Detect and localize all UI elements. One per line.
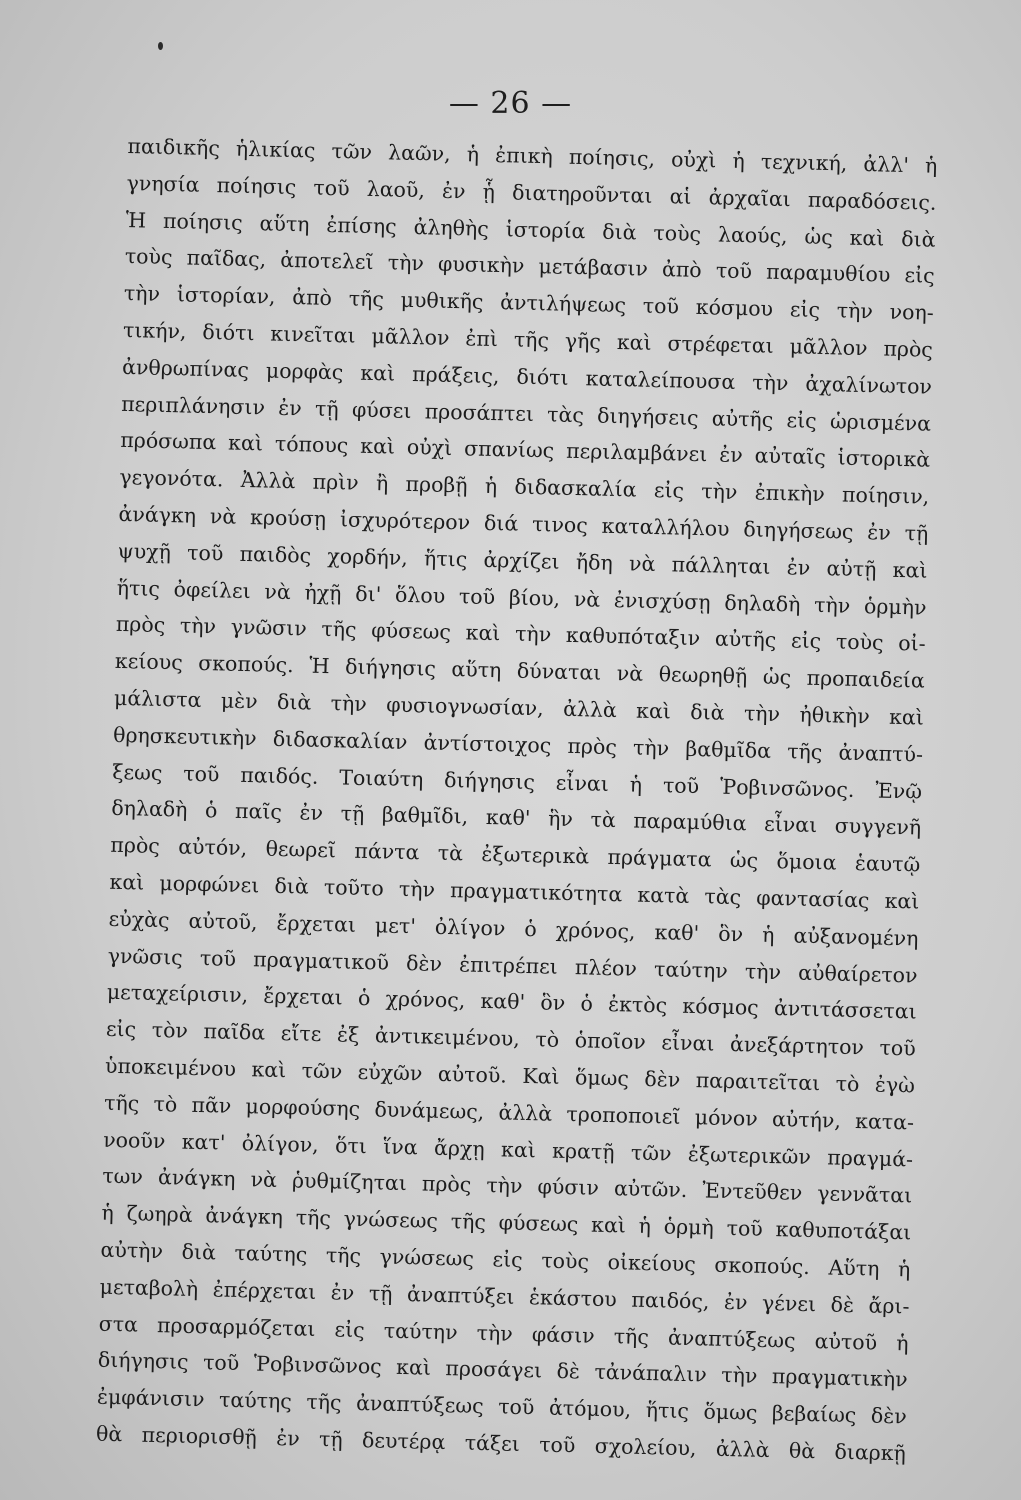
- text-line: δηλαδὴ ὁ παῖς ἐν τῇ βαθμῖδι, καθ' ἣν τὰ παραμύθια εἶναι συγγενῆ: [111, 796, 922, 840]
- text-line: περιπλάνησιν ἐν τῇ φύσει προσάπτει τὰς διηγήσεις αὐτῆς εἰς ὡρισμένα: [120, 391, 932, 436]
- text-line: πρὸς τὴν γνῶσιν τῆς φύσεως καὶ τὴν καθυπόταξιν αὐτῆς εἰς τοὺς οἰ-: [115, 612, 926, 656]
- ink-speck: [158, 42, 163, 50]
- text-line: εἰς τὸν παῖδα εἴτε ἐξ ἀντικειμένου, τὸ ὁποῖον εἶναι ἀνεξάρτητον τοῦ: [105, 1016, 917, 1061]
- text-line: εὐχὰς αὐτοῦ, ἔρχεται μετ' ὀλίγον ὁ χρόνος, καθ' ὃν ἡ αὐξανομένη: [108, 906, 919, 951]
- text-line: ἀνθρωπίνας μορφὰς καὶ πράξεις, διότι καταλείπουσα τὴν ἀχαλίνωτον: [121, 354, 933, 399]
- text-line: θρησκευτικὴν διδασκαλίαν ἀντίστοιχος πρὸς τὴν βαθμῖδα τῆς ἀναπτύ-: [112, 722, 924, 767]
- text-line: γνῶσις τοῦ πραγματικοῦ δὲν ἐπιτρέπει πλέον ταύτην τὴν αὐθαίρετον: [107, 943, 918, 988]
- text-line: τοὺς παῖδας, ἀποτελεῖ τὴν φυσικὴν μετάβασιν ἀπὸ τοῦ παραμυθίου εἰς: [124, 244, 935, 289]
- text-line: μεταχείρισιν, ἔρχεται ὁ χρόνος, καθ' ὃν ὁ ἐκτὸς κόσμος ἀντιτάσσεται: [106, 980, 917, 1024]
- text-line: ἀνάγκη νὰ κρούσῃ ἰσχυρότερον διά τινος καταλλήλου διηγήσεως ἐν τῇ: [118, 501, 929, 546]
- text-line: Ἡ ποίησις αὕτη ἐπίσης ἀληθὴς ἱστορία διὰ τοὺς λαούς, ὡς καὶ διὰ: [125, 207, 936, 252]
- body-text: [96, 128, 938, 1472]
- text-line: παιδικῆς ἡλικίας τῶν λαῶν, ἡ ἐπικὴ ποίησις, οὐχὶ ἡ τεχνική, ἀλλ' ἡ: [127, 133, 938, 178]
- text-line: μεταβολὴ ἐπέρχεται ἐν τῇ ἀναπτύξει ἑκάστου παιδός, ἐν γένει δὲ ἄρι-: [99, 1274, 910, 1319]
- text-line: θὰ περιορισθῇ ἐν τῇ δευτέρᾳ τάξει τοῦ σχολείου, ἀλλὰ θὰ διαρκῇ: [95, 1421, 907, 1466]
- text-line: πρόσωπα καὶ τόπους καὶ οὐχὶ σπανίως περιλαμβάνει ἐν αὐταῖς ἱστορικὰ: [120, 428, 931, 473]
- text-line: καὶ μορφώνει διὰ τοῦτο τὴν πραγματικότητα κατὰ τὰς φαντασίας καὶ: [109, 869, 920, 914]
- text-line: των ἀνάγκη νὰ ῥυθμίζηται πρὸς τὴν φύσιν αὐτῶν. Ἐντεῦθεν γεννᾶται: [102, 1164, 913, 1208]
- text-line: διήγησις τοῦ Ῥοβινσῶνος καὶ προσάγει δὲ τἀνάπαλιν τὴν πραγματικὴν: [97, 1347, 908, 1392]
- text-line: αὐτὴν διὰ ταύτης τῆς γνώσεως εἰς τοὺς οἰκείους σκοπούς. Αὕτη ἡ: [100, 1237, 911, 1282]
- text-line: ψυχῇ τοῦ παιδὸς χορδήν, ἥτις ἀρχίζει ἤδη νὰ πάλληται ἐν αὐτῇ καὶ: [117, 538, 928, 583]
- text-line: γνησία ποίησις τοῦ λαοῦ, ἐν ᾗ διατηροῦνται αἱ ἀρχαῖαι παραδόσεις.: [126, 170, 937, 215]
- text-line: τῆς τὸ πᾶν μορφούσης δυνάμεως, ἀλλὰ τροποποιεῖ μόνον αὐτήν, κατα-: [103, 1090, 915, 1135]
- text-line: ἥτις ὀφείλει νὰ ἠχῇ δι' ὅλου τοῦ βίου, νὰ ἐνισχύσῃ δηλαδὴ τὴν ὁρμὴν: [116, 575, 927, 620]
- text-line: νοοῦν κατ' ὀλίγον, ὅτι ἵνα ἄρχῃ καὶ κρατῇ τῶν ἐξωτερικῶν πραγμά-: [102, 1127, 914, 1172]
- text-line: κείους σκοπούς. Ἡ διήγησις αὕτη δύναται νὰ θεωρηθῇ ὡς προπαιδεία: [114, 649, 926, 693]
- text-line: γεγονότα. Ἀλλὰ πρὶν ἢ προβῇ ἡ διδασκαλία εἰς τὴν ἐπικὴν ποίησιν,: [119, 465, 930, 509]
- text-line: ἡ ζωηρὰ ἀνάγκη τῆς γνώσεως τῆς φύσεως καὶ ἡ ὁρμὴ τοῦ καθυποτάξαι: [101, 1200, 912, 1245]
- text-line: ἐμφάνισιν ταύτης τῆς ἀναπτύξεως τοῦ ἀτόμου, ἥτις ὅμως βεβαίως δὲν: [96, 1384, 908, 1429]
- text-line: πρὸς αὐτόν, θεωρεῖ πάντα τὰ ἐξωτερικὰ πράγματα ὡς ὅμοια ἑαυτῷ: [110, 832, 921, 877]
- text-line: μάλιστα μὲν διὰ τὴν φυσιογνωσίαν, ἀλλὰ καὶ διὰ τὴν ἠθικὴν καὶ: [113, 685, 925, 730]
- text-line: στα προσαρμόζεται εἰς ταύτην τὴν φάσιν τῆς ἀναπτύξεως αὐτοῦ ἡ: [98, 1311, 909, 1355]
- text-line: τὴν ἱστορίαν, ἀπὸ τῆς μυθικῆς ἀντιλήψεως τοῦ κόσμου εἰς τὴν νοη-: [123, 281, 935, 325]
- text-line: ὑποκειμένου καὶ τῶν εὐχῶν αὐτοῦ. Καὶ ὅμως δὲν παραιτεῖται τὸ ἐγὼ: [104, 1053, 916, 1098]
- page-number: — 26 —: [448, 86, 573, 121]
- text-line: τικήν, διότι κινεῖται μᾶλλον ἐπὶ τῆς γῆς καὶ στρέφεται μᾶλλον πρὸς: [122, 317, 934, 362]
- text-line: ξεως τοῦ παιδός. Τοιαύτη διήγησις εἶναι ἡ τοῦ Ῥοβινσῶνος. Ἐνῷ: [111, 759, 923, 804]
